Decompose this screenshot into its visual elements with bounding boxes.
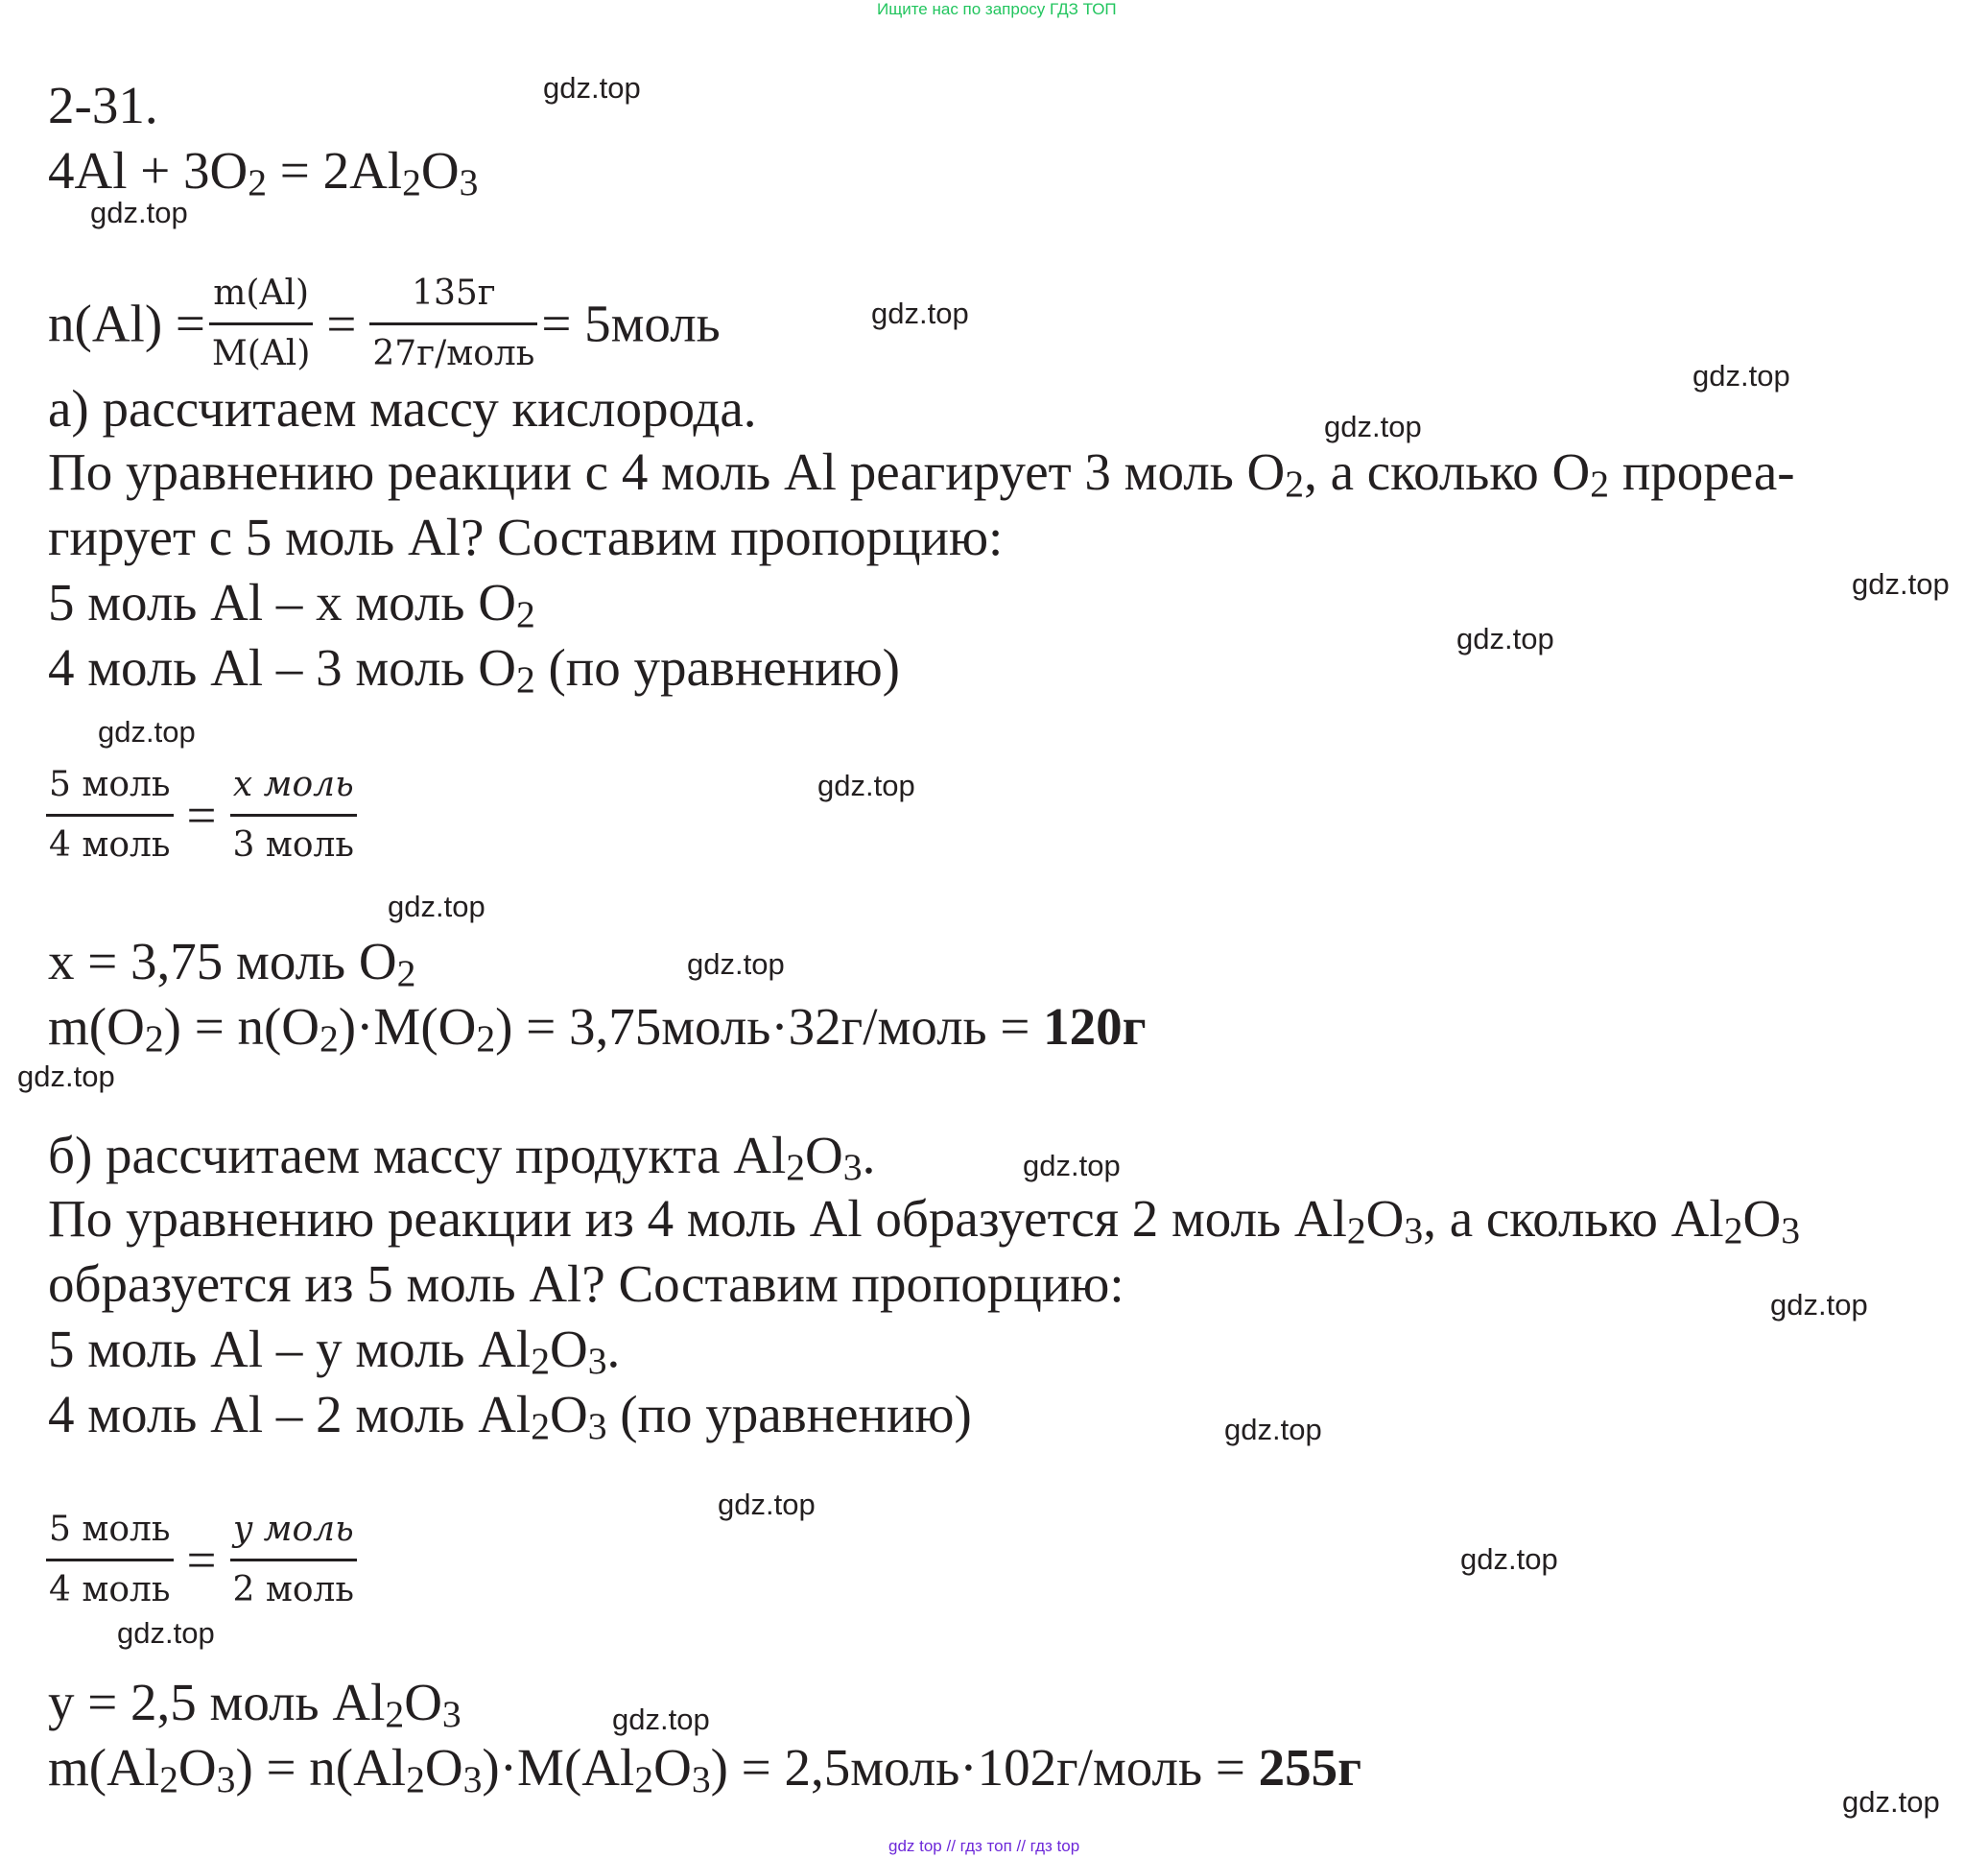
moles-formula: n(Al) = $\frac{m(Al)}{M(Al)}$ = $\frac{135г}{\text{27г/моль}}$ = 5моль — [48, 265, 721, 376]
watermark: gdz.top — [117, 1616, 215, 1650]
x-result: x = 3,75 моль O2 — [48, 932, 416, 995]
part-b-line: По уравнению реакции из 4 моль Al образуется 2 моль Al2O3, а сколько Al2O3 — [48, 1189, 1801, 1252]
reaction-equation: 4Al + 3O2 = 2Al2O3 — [48, 141, 479, 204]
oxygen-mass-answer: 120г — [1043, 997, 1147, 1056]
product-mass: m(Al2O3) = n(Al2O3)·M(Al2O3) = 2,5моль·102г/моль = 255г — [48, 1738, 1362, 1801]
part-b-line: образуется из 5 моль Al? Составим пропорцию: — [48, 1254, 1124, 1313]
footer-links: gdz top // гдз топ // гдз top — [888, 1837, 1080, 1855]
proportion-line: 4 моль Al – 3 моль O2 (по уравнению) — [48, 638, 900, 702]
watermark: gdz.top — [1842, 1785, 1940, 1819]
problem-number: 2-31. — [48, 76, 158, 134]
watermark: gdz.top — [1023, 1149, 1121, 1182]
watermark: gdz.top — [388, 890, 485, 923]
watermark: gdz.top — [1324, 410, 1422, 443]
watermark: gdz.top — [543, 71, 641, 105]
watermark: gdz.top — [17, 1060, 115, 1093]
fraction: $\frac{\text{5 моль}}{\text{4 моль}}$ — [46, 756, 174, 874]
watermark: gdz.top — [1770, 1288, 1868, 1322]
watermark: gdz.top — [1692, 359, 1790, 393]
watermark: gdz.top — [1852, 567, 1950, 601]
watermark: gdz.top — [90, 196, 188, 229]
watermark: gdz.top — [687, 947, 785, 981]
fraction: $\frac{\text{5 моль}}{\text{4 моль}}$ — [46, 1501, 174, 1619]
proportion-line: 5 моль Al – y моль Al2O3. — [48, 1320, 621, 1383]
fraction: $\frac{\text{x моль}}{\text{3 моль}}$ — [230, 756, 358, 874]
watermark: gdz.top — [612, 1703, 710, 1736]
search-banner: Ищите нас по запросу ГДЗ ТОП — [877, 0, 1117, 18]
watermark: gdz.top — [1456, 622, 1554, 655]
fraction: $\frac{m(Al)}{M(Al)}$ — [209, 265, 313, 383]
part-a-line: По уравнению реакции с 4 моль Al реагирует 3 моль O2, а сколько O2 прореа- — [48, 442, 1795, 506]
watermark: gdz.top — [871, 297, 969, 330]
proportion-fraction: $\frac{\text{5 моль}}{\text{4 моль}}$ = $\frac{\text{y моль}}{\text{2 моль}}$ — [46, 1501, 357, 1619]
part-b-heading: б) рассчитаем массу продукта Al2O3. — [48, 1126, 876, 1189]
watermark: gdz.top — [1224, 1413, 1322, 1446]
watermark: gdz.top — [817, 769, 915, 802]
watermark: gdz.top — [98, 715, 196, 749]
y-result: y = 2,5 моль Al2O3 — [48, 1673, 462, 1736]
oxygen-mass: m(O2) = n(O2)·M(O2) = 3,75моль·32г/моль = 120г — [48, 997, 1147, 1060]
watermark: gdz.top — [1460, 1542, 1558, 1576]
fraction: $\frac{\text{y моль}}{\text{2 моль}}$ — [230, 1501, 358, 1619]
product-mass-answer: 255г — [1258, 1738, 1362, 1797]
proportion-line: 5 моль Al – x моль O2 — [48, 573, 535, 636]
proportion-fraction: $\frac{\text{5 моль}}{\text{4 моль}}$ = $\frac{\text{x моль}}{\text{3 моль}}$ — [46, 756, 357, 874]
part-a-heading: а) рассчитаем массу кислорода. — [48, 379, 757, 438]
watermark: gdz.top — [718, 1488, 816, 1521]
fraction: $\frac{135г}{\text{27г/моль}}$ — [369, 265, 537, 383]
proportion-line: 4 моль Al – 2 моль Al2O3 (по уравнению) — [48, 1385, 972, 1448]
part-a-line: гирует с 5 моль Al? Составим пропорцию: — [48, 508, 1004, 566]
